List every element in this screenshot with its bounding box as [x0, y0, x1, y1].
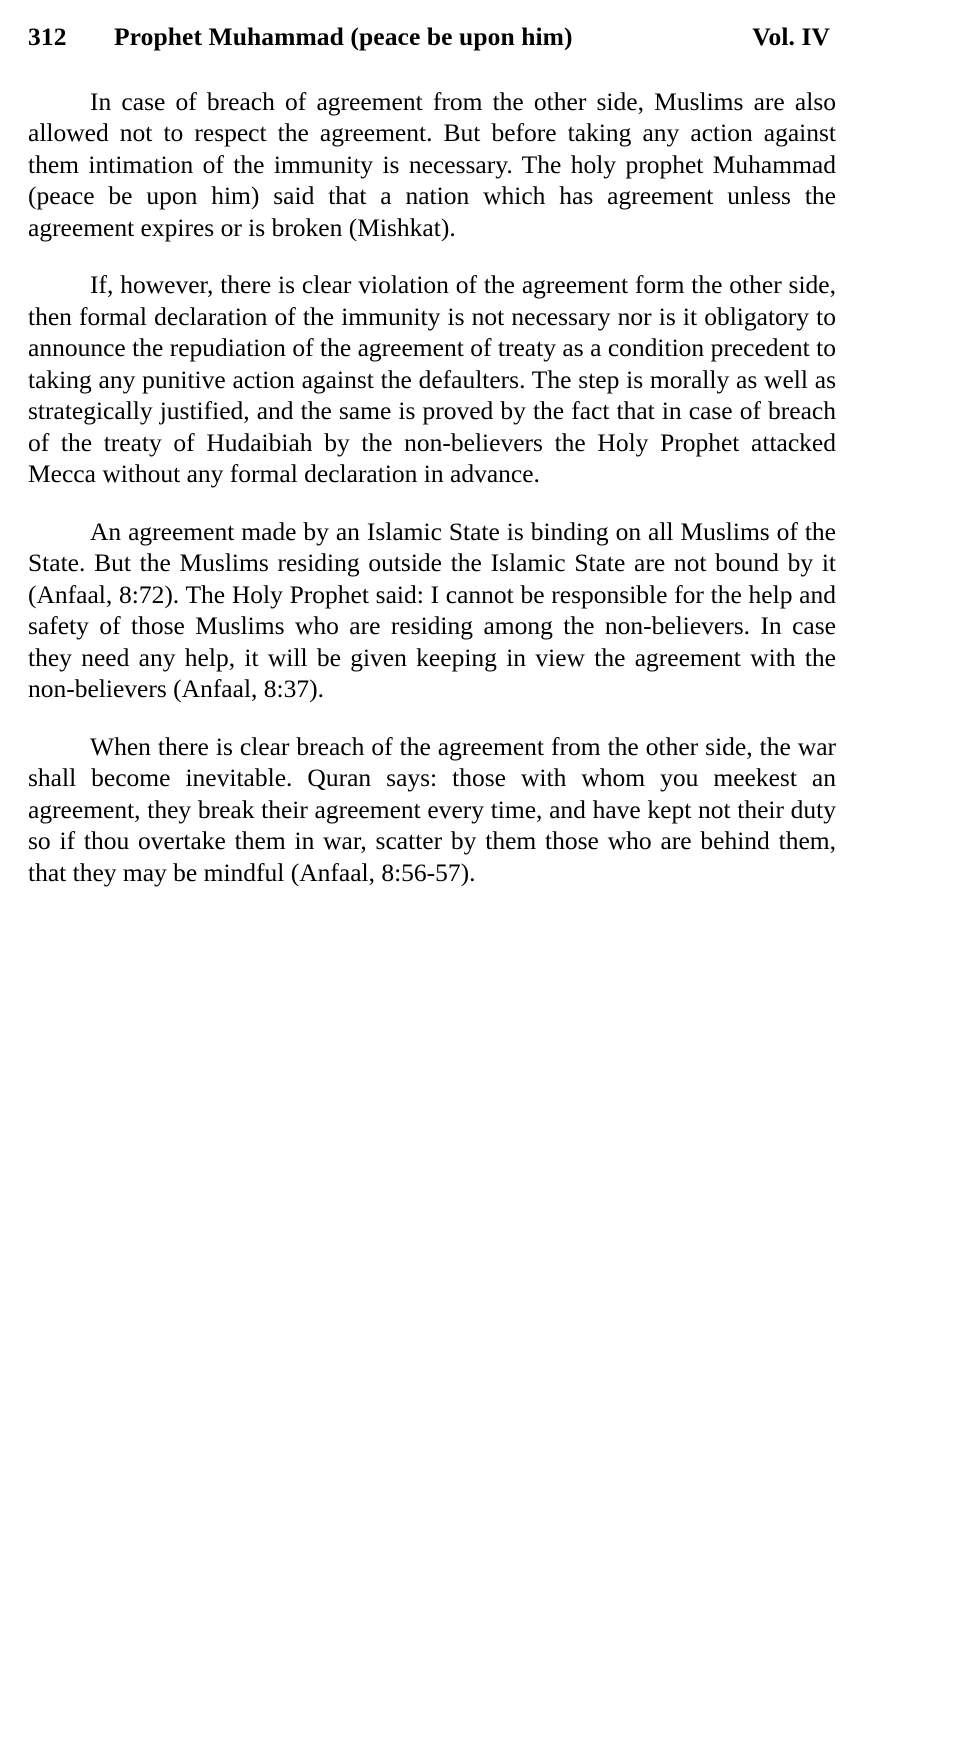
- page-content: [28, 22, 836, 888]
- page-number: 312: [28, 22, 67, 51]
- paragraph: If, however, there is clear violation of the agreement form the other side, then formal declaration of the immunity is not necessary nor is it obligatory to announce the repudiation of the agreement of treaty as a condition precedent to taking any punitive action against the defaulters. The step is morally as well as strategically justified, and the same is proved by the fact that in case of breach of the treaty of Hudaibiah by the non-believers the Holy Prophet attacked Mecca without any formal declaration in advance.: [28, 270, 836, 489]
- paragraph: An agreement made by an Islamic State is binding on all Muslims of the State. But the Muslims residing outside the Islamic State are not bound by it (Anfaal, 8:72). The Holy Prophet said: I cannot be responsible for the help and safety of those Muslims who are residing among the non-believers. In case they need any help, it will be given keeping in view the agreement with the non-believers (Anfaal, 8:37).: [28, 516, 836, 704]
- running-head: [28, 22, 836, 52]
- paragraph: When there is clear breach of the agreement from the other side, the war shall become inevitable. Quran says: those with whom you meekest an agreement, they break their agreement every time, and have kept not their duty so if thou overtake them in war, scatter by them those who are behind them, that they may be mindful (Anfaal, 8:56-57).: [28, 731, 836, 887]
- page-title: Prophet Muhammad (peace be upon him): [114, 22, 573, 51]
- volume-label: Vol. IV: [752, 22, 830, 51]
- paragraph: In case of breach of agreement from the other side, Muslims are also allowed not to respect the agreement. But before taking any action against them intimation of the immunity is necessary. The holy prophet Muhammad (peace be upon him) said that a nation which has agreement unless the agreement expires or is broken (Mishkat).: [28, 87, 836, 242]
